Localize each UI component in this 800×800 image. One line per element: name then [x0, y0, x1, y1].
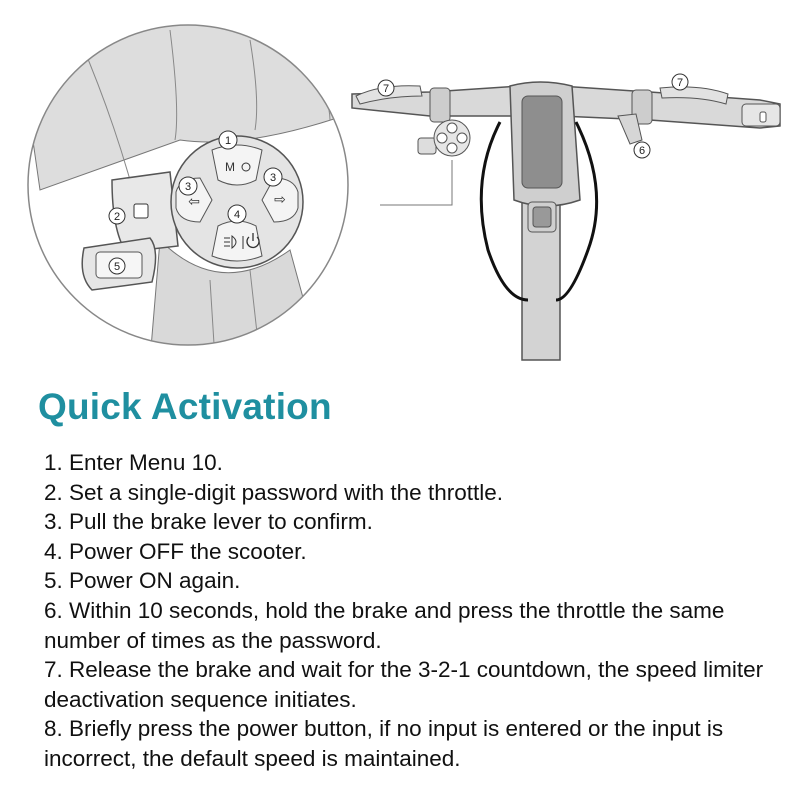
- section-title: Quick Activation: [38, 386, 332, 427]
- svg-text:7: 7: [676, 77, 684, 89]
- callout-7-left: [378, 80, 394, 96]
- callout-5: [109, 258, 125, 274]
- callout-7-right: [672, 74, 688, 90]
- right-arrow-icon: ⇨: [274, 192, 286, 208]
- callout-2: [109, 208, 125, 224]
- control-pad-small: [418, 120, 470, 156]
- svg-text:5: 5: [113, 261, 121, 273]
- leader-line: [380, 160, 452, 205]
- svg-text:4: 4: [233, 209, 241, 221]
- steps-list: [44, 448, 784, 774]
- step-item: 5. Power ON again.: [44, 568, 241, 594]
- mode-button[interactable]: [212, 145, 262, 185]
- svg-text:3: 3: [269, 172, 277, 184]
- control-pad-large: [171, 136, 303, 268]
- scooter-handlebar-diagram: [0, 0, 800, 380]
- button-2-square: [134, 204, 148, 218]
- svg-text:6: 6: [638, 145, 646, 157]
- svg-text:7: 7: [382, 83, 390, 95]
- callout-4: [228, 205, 246, 223]
- svg-text:2: 2: [113, 211, 121, 223]
- handlebar: [352, 74, 780, 360]
- display-screen: [522, 96, 562, 188]
- step-item: 7. Release the brake and wait for the 3-2-1 countdown, the speed limiter deactivation sequence initiates.: [44, 657, 764, 712]
- callout-3-left: [179, 177, 197, 195]
- svg-text:3: 3: [184, 181, 192, 193]
- zoom-view: [20, 20, 380, 360]
- power-button[interactable]: [212, 221, 262, 261]
- callout-6: [634, 142, 650, 158]
- svg-text:1: 1: [224, 135, 232, 147]
- step-item: 6. Within 10 seconds, hold the brake and press the throttle the same number of times as the password.: [44, 597, 725, 653]
- step-item: 1. Enter Menu 10.: [44, 450, 223, 475]
- step-item: 8. Briefly press the power button, if no input is entered or the input is incorrect, the default speed is maintained.: [44, 716, 724, 771]
- left-arrow-icon: ⇦: [188, 194, 200, 210]
- mode-label: M: [225, 160, 235, 174]
- callout-1: [219, 131, 237, 149]
- step-item: 3. Pull the brake lever to confirm.: [44, 509, 373, 535]
- step-item: 2. Set a single-digit password with the throttle.: [44, 479, 503, 505]
- callout-3-right: [264, 168, 282, 186]
- step-item: 4. Power OFF the scooter.: [44, 538, 307, 564]
